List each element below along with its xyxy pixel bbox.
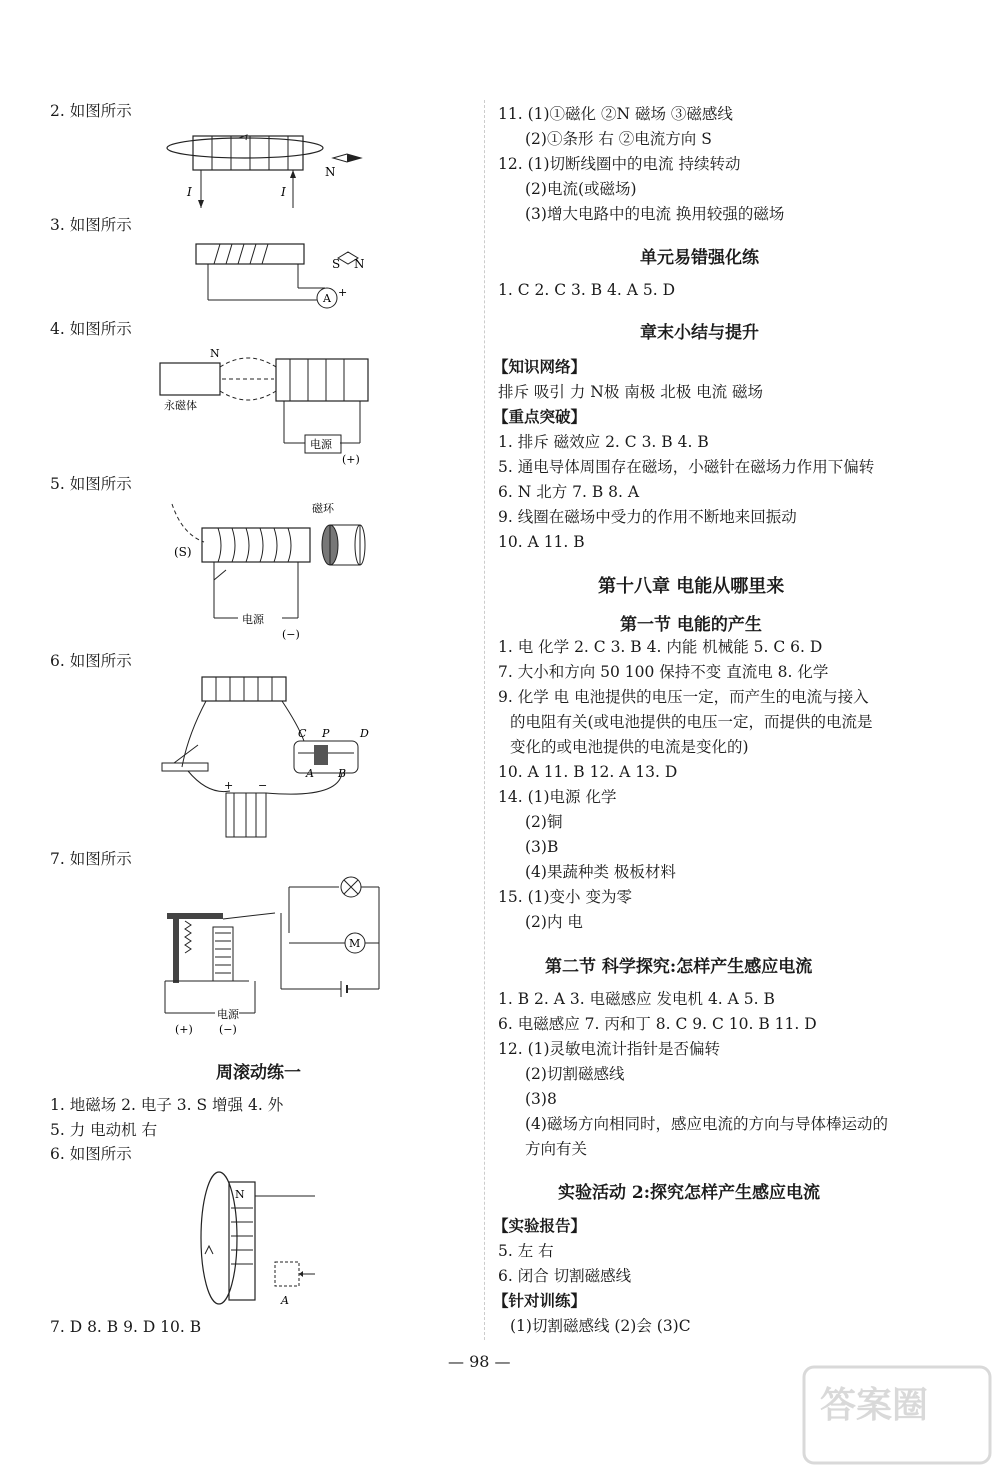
answer-line: (2)电流(或磁场) — [525, 180, 637, 198]
subheading: 【重点突破】 — [493, 407, 587, 426]
answer-line: (2)内 电 — [525, 913, 583, 931]
answer-line: 10. A 11. B 12. A 13. D — [498, 763, 678, 781]
svg-text:D: D — [360, 727, 369, 740]
answer-line: (2)铜 — [525, 813, 563, 831]
answer-line: 15. (1)变小 变为零 — [498, 888, 632, 906]
svg-text:永磁体: 永磁体 — [164, 399, 197, 412]
answer-line: 5. 左 右 — [498, 1242, 554, 1260]
answer-line: 方向有关 — [525, 1140, 588, 1158]
svg-text:P: P — [322, 727, 330, 740]
fig5-ring-label: 磁环 — [312, 502, 334, 515]
page-number: — 98 — — [448, 1352, 511, 1371]
figure-solenoid-8 — [195, 1168, 325, 1308]
answer-line: (4)果蔬种类 极板材料 — [525, 863, 676, 881]
answer-line: 5. 力 电动机 右 — [50, 1121, 158, 1139]
q4-label: 4. 如图所示 — [50, 320, 132, 338]
heading: 实验活动 2:探究怎样产生感应电流 — [558, 1183, 821, 1203]
fig7-motor: M — [349, 937, 361, 950]
svg-text:I: I — [187, 185, 192, 199]
q6-label: 6. 如图所示 — [50, 652, 132, 670]
answer-line: (3)B — [525, 838, 559, 856]
chapter-title: 第十八章 电能从哪里来 — [598, 576, 785, 597]
svg-text:S: S — [332, 257, 341, 271]
svg-text:−: − — [258, 779, 268, 792]
answer-line: (1)切割磁感线 (2)会 (3)C — [510, 1317, 691, 1335]
q7-label: 7. 如图所示 — [50, 850, 132, 868]
fig2-n-label: N — [325, 165, 336, 179]
svg-text:(−): (−) — [219, 1023, 237, 1036]
answer-line: 7. D 8. B 9. D 10. B — [50, 1318, 202, 1336]
svg-text:N: N — [354, 257, 365, 271]
svg-text:电源: 电源 — [242, 613, 264, 626]
svg-text:N: N — [210, 347, 220, 360]
answer-line: 的电阻有关(或电池提供的电压一定，而提供的电流是 — [510, 713, 873, 731]
subheading: 【针对训练】 — [493, 1291, 587, 1310]
svg-text:B: B — [338, 767, 347, 780]
answer-line: 14. (1)电源 化学 — [498, 788, 617, 806]
q5-label: 5. 如图所示 — [50, 475, 132, 493]
heading: 第二节 科学探究:怎样产生感应电流 — [545, 957, 813, 977]
q3-label: 3. 如图所示 — [50, 216, 132, 234]
svg-text:A: A — [306, 767, 314, 780]
answer-line: 9. 线圈在磁场中受力的作用不断地来回振动 — [498, 508, 797, 526]
heading: 章末小结与提升 — [640, 323, 759, 343]
svg-text:C: C — [298, 727, 307, 740]
answer-line: 1. B 2. A 3. 电磁感应 发电机 4. A 5. B — [498, 990, 775, 1008]
svg-text:电源: 电源 — [217, 1008, 239, 1021]
answer-line: (4)磁场方向相同时，感应电流的方向与导体棒运动的 — [525, 1115, 888, 1133]
answer-line: (2)切割磁感线 — [525, 1065, 625, 1083]
answer-line: (3)8 — [525, 1090, 557, 1108]
figure-solenoid-2 — [165, 128, 385, 213]
svg-text:N: N — [235, 1188, 245, 1201]
answer-line: 1. 电 化学 2. C 3. B 4. 内能 机械能 5. C 6. D — [498, 638, 823, 656]
figure-solenoid-3 — [180, 238, 380, 310]
figure-circuit-6 — [158, 675, 378, 845]
fig4-power: 电源 — [310, 438, 332, 451]
figure-solenoid-ring-5 — [170, 498, 370, 643]
answer-line: 6. 如图所示 — [50, 1145, 132, 1163]
subheading: 【知识网络】 — [493, 357, 587, 376]
watermark-logo — [802, 1365, 992, 1465]
answer-line: 1. 排斥 磁效应 2. C 3. B 4. B — [498, 433, 709, 451]
svg-text:(−): (−) — [282, 628, 300, 641]
subheading: 【实验报告】 — [493, 1216, 587, 1235]
answer-line: 6. 电磁感应 7. 丙和丁 8. C 9. C 10. B 11. D — [498, 1015, 817, 1033]
heading: 第一节 电能的产生 — [620, 615, 762, 635]
svg-text:I: I — [281, 185, 286, 199]
svg-text:A: A — [281, 1294, 289, 1307]
answer-line: (3)增大电路中的电流 换用较强的磁场 — [525, 205, 785, 223]
answer-line: 排斥 吸引 力 N极 南极 北极 电流 磁场 — [498, 383, 764, 401]
answer-line: 10. A 11. B — [498, 533, 585, 551]
column-divider — [484, 100, 485, 1340]
answer-line: 5. 通电导体周围存在磁场，小磁针在磁场力作用下偏转 — [498, 458, 875, 476]
figure-relay-7 — [165, 873, 405, 1038]
answer-line: 9. 化学 电 电池提供的电压一定，而产生的电流与接入 — [498, 688, 869, 706]
answer-line: 12. (1)切断线圈中的电流 持续转动 — [498, 155, 741, 173]
section-title-weekly: 周滚动练一 — [216, 1063, 301, 1083]
svg-text:(+): (+) — [175, 1023, 193, 1036]
answer-line: 6. 闭合 切割磁感线 — [498, 1267, 632, 1285]
svg-text:(+): (+) — [342, 453, 360, 466]
heading: 单元易错强化练 — [640, 248, 759, 268]
figure-magnet-solenoid-4 — [160, 345, 380, 470]
q2-label: 2. 如图所示 — [50, 102, 132, 120]
svg-text:+: + — [224, 779, 234, 792]
answer-line: 6. N 北方 7. B 8. A — [498, 483, 640, 501]
svg-text:(S): (S) — [174, 545, 192, 559]
answer-line: 11. (1)①磁化 ②N 磁场 ③磁感线 — [498, 105, 733, 123]
svg-text:答案圈: 答案圈 — [820, 1384, 929, 1426]
fig3-ammeter: A — [323, 292, 331, 305]
svg-text:+: + — [338, 286, 348, 299]
answer-line: 12. (1)灵敏电流计指针是否偏转 — [498, 1040, 721, 1058]
answer-line: 1. C 2. C 3. B 4. A 5. D — [498, 281, 676, 299]
answer-line: 1. 地磁场 2. 电子 3. S 增强 4. 外 — [50, 1096, 284, 1114]
answer-line: 7. 大小和方向 50 100 保持不变 直流电 8. 化学 — [498, 663, 829, 681]
answer-line: 变化的或电池提供的电流是变化的) — [510, 738, 749, 756]
answer-line: (2)①条形 右 ②电流方向 S — [525, 130, 712, 148]
